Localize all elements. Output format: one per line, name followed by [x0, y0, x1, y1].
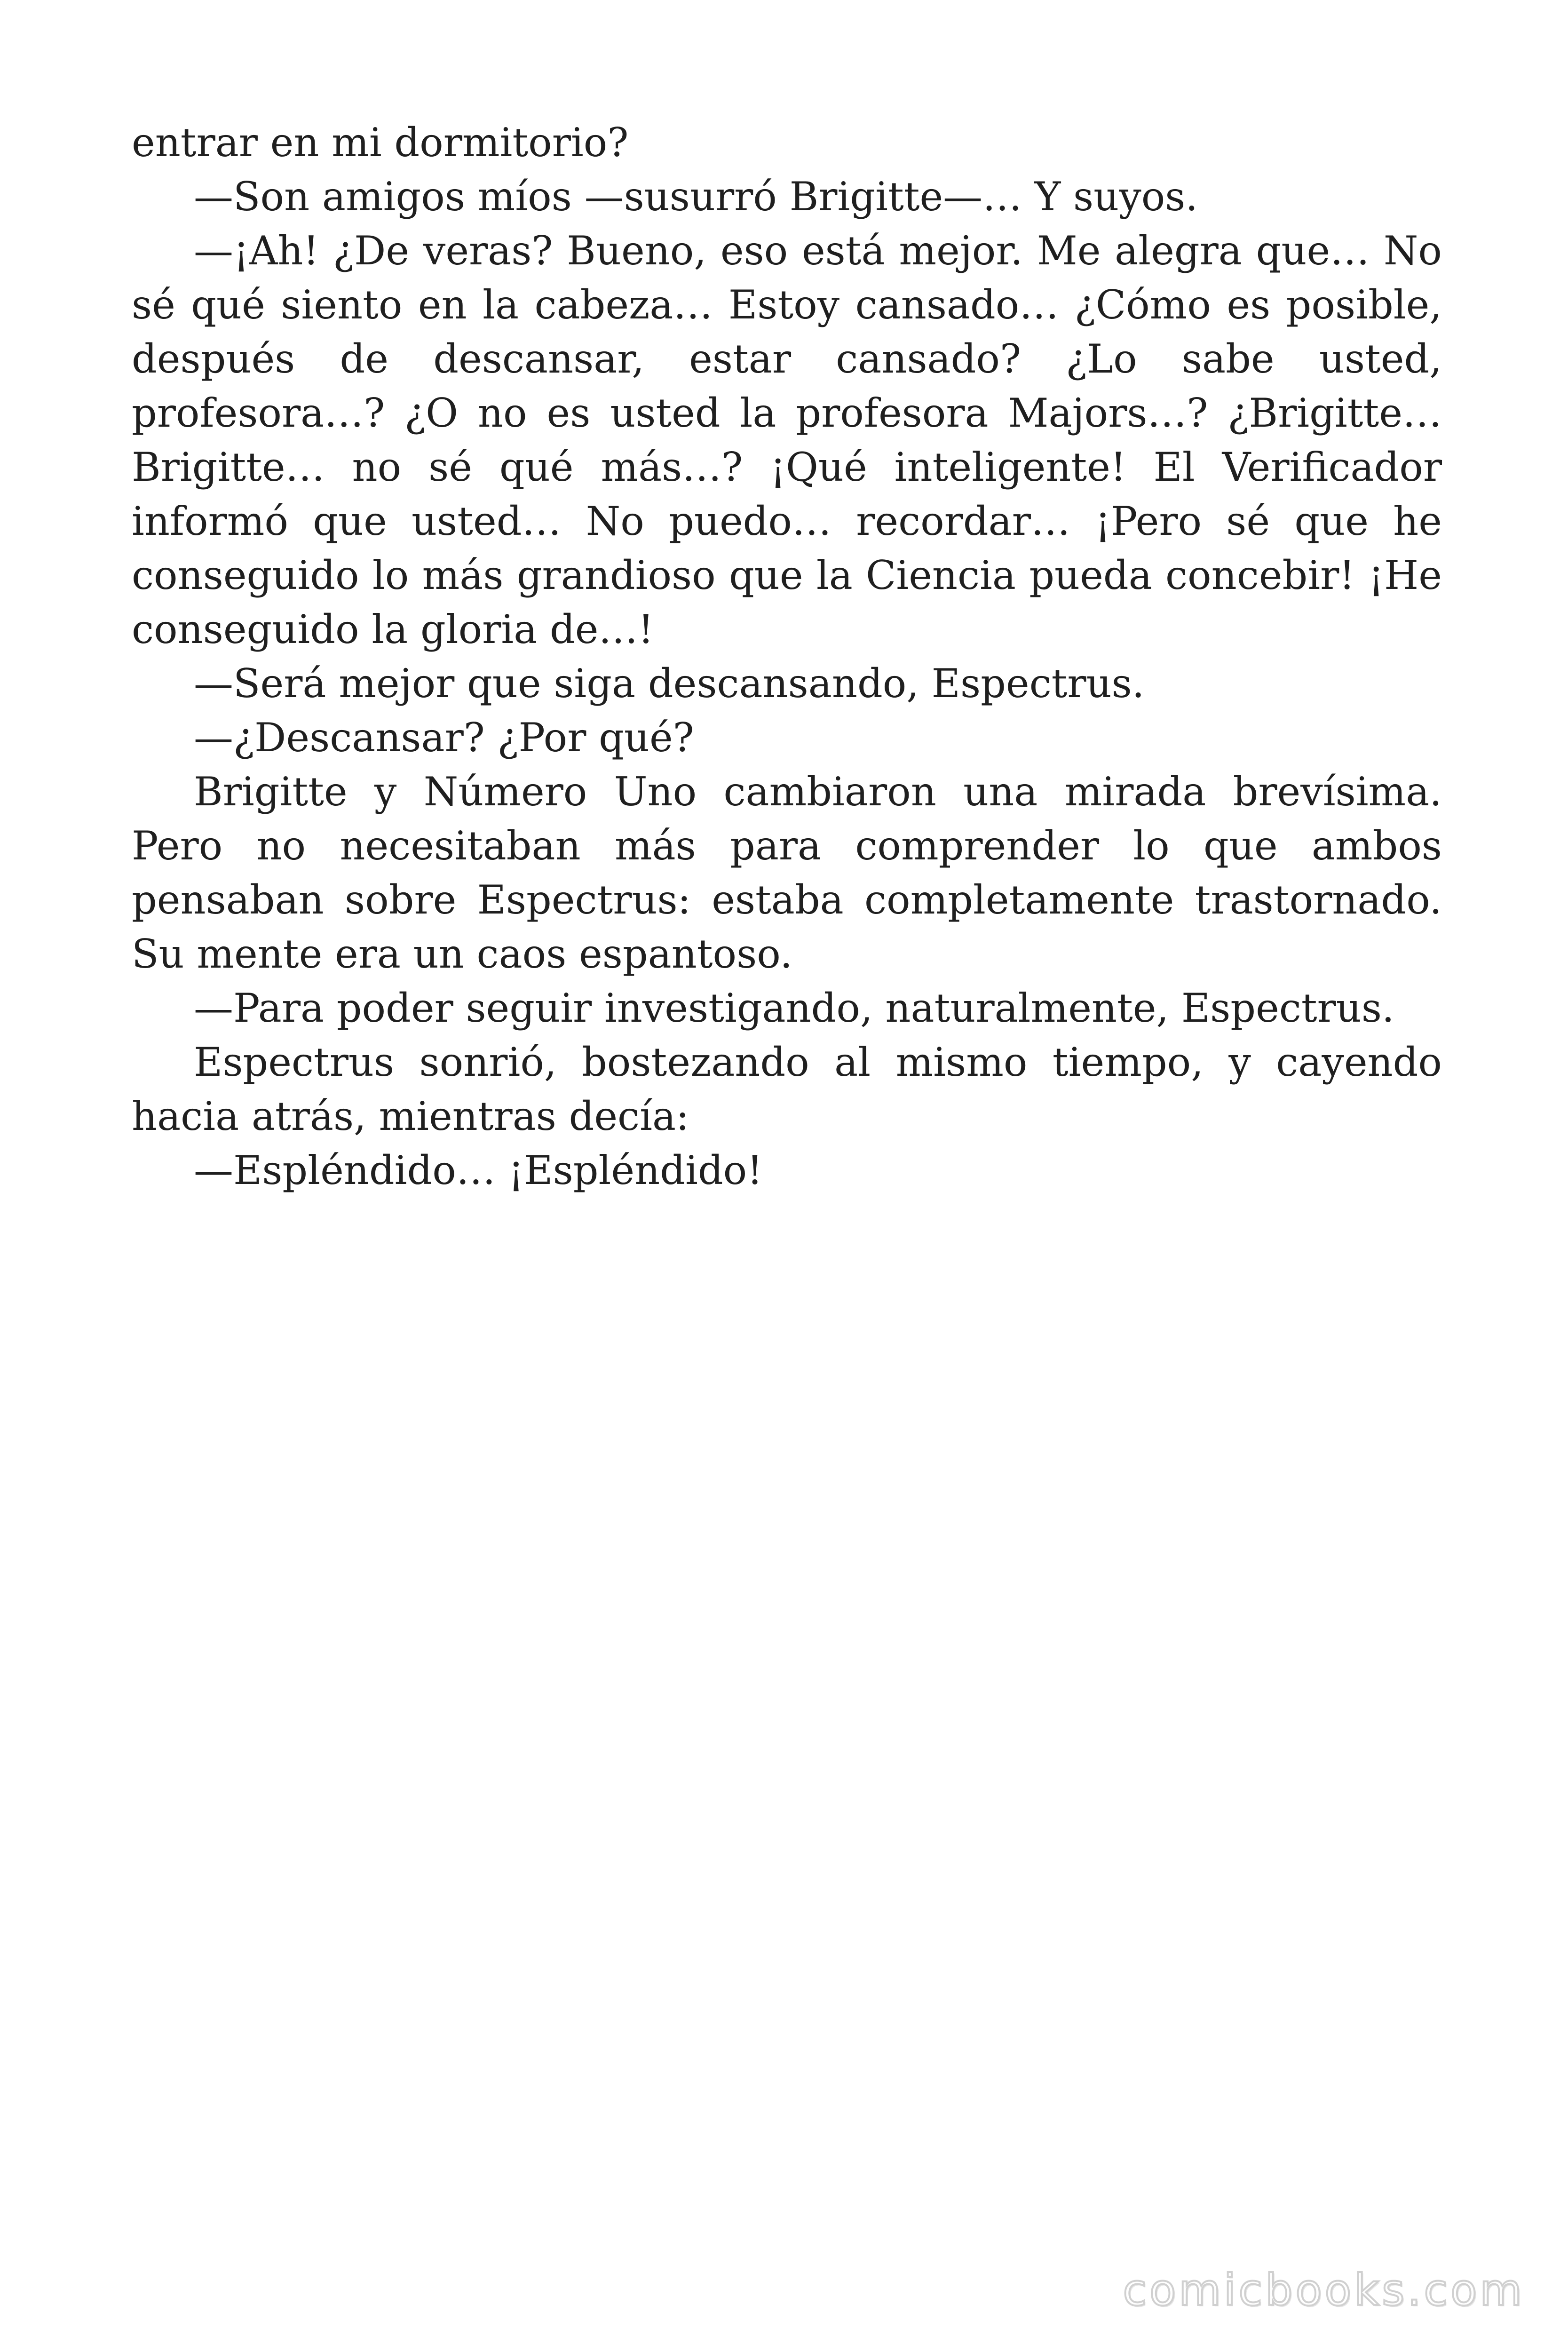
- paragraph: Brigitte y Número Uno cambiaron una mirada brevísima. Pero no necesitaban más para comprender lo que ambos pensaban sobre Espectrus: estaba completamente trastornado. Su mente era un caos espantoso.: [132, 769, 1442, 977]
- paragraph: Espectrus sonrió, bostezando al mismo tiempo, y cayendo hacia atrás, mientras decía:: [132, 1039, 1442, 1139]
- paragraph: —¡Ah! ¿De veras? Bueno, eso está mejor. Me alegra que… No sé qué siento en la cabeza… Estoy cansado… ¿Cómo es posible, después de descansar, estar cansado? ¿Lo sabe usted, profesora…? ¿O no es usted la profesora Majors…? ¿Brigitte… Brigitte… no sé qué más…? ¡Qué inteligente! El Verificador informó que usted… No puedo… recordar… ¡Pero sé que he conseguido lo más grandioso que la Ciencia pueda concebir! ¡He conseguido la gloria de…!: [132, 228, 1442, 652]
- paragraph: —Para poder seguir investigando, naturalmente, Espectrus.: [194, 985, 1394, 1031]
- paragraph: —¿Descansar? ¿Por qué?: [194, 715, 694, 761]
- paragraph: entrar en mi dormitorio?: [132, 119, 629, 166]
- body-text: [132, 116, 1442, 1198]
- paragraph: —Son amigos míos —susurró Brigitte—… Y suyos.: [194, 174, 1198, 220]
- paragraph: —Espléndido… ¡Espléndido!: [194, 1147, 763, 1193]
- watermark: comicbooks.com: [1123, 2265, 1525, 2315]
- paragraph: —Será mejor que siga descansando, Espectrus.: [194, 660, 1145, 707]
